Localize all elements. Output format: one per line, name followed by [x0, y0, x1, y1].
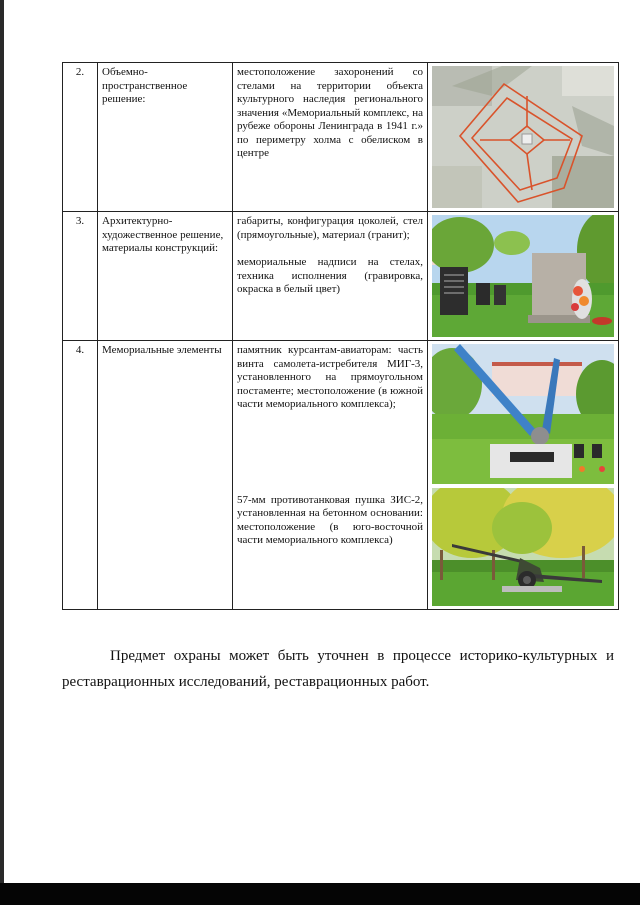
- description-text: габариты, конфигурация цоколей, стел (прямоугольные), материал (гранит);: [237, 215, 423, 241]
- row-number: 3.: [63, 212, 98, 341]
- scan-bottom-edge: [0, 883, 640, 905]
- row-title: Объемно-пространственное решение:: [98, 63, 233, 212]
- row-description: [233, 63, 428, 212]
- row-number: 4.: [63, 341, 98, 610]
- row-title: Архитектурно-художественное решение, материалы конструкций:: [98, 212, 233, 341]
- description-text: памятник курсантам-авиаторам: часть винта самолета-истребителя МИГ-3, установленного на прямоугольном постаменте; местоположение (в южной части мемориального комплекса);: [237, 344, 423, 410]
- photo-cell: [428, 63, 619, 212]
- photo-cell: [428, 341, 619, 610]
- row-number: 2.: [63, 63, 98, 212]
- row-description: [233, 212, 428, 341]
- protection-table: [62, 62, 619, 610]
- photo-cell: [428, 212, 619, 341]
- anti-tank-gun-photo: [432, 488, 614, 606]
- site-plan-image: [432, 66, 614, 208]
- table-row: [63, 63, 619, 212]
- propeller-monument-photo: [432, 344, 614, 484]
- memorial-stelae-photo: [432, 215, 614, 337]
- row-title: Мемориальные элементы: [98, 341, 233, 610]
- row-description: [233, 341, 428, 610]
- description-text-2: мемориальные надписи на стелах, техника исполнения (гравировка, окраска в белый цвет): [237, 256, 423, 295]
- closing-paragraph: Предмет охраны может быть уточнен в процессе историко-культурных и реставрационных исследований, реставрационных работ.: [62, 648, 614, 690]
- description-text: местоположение захоронений со стелами на территории объекта культурного наследия регионального значения «Мемориальный комплекс, на рубеже обороны Ленинграда в 1941 г.» по периметру холма с обелиском в центре: [237, 66, 423, 159]
- table-row: [63, 341, 619, 610]
- scan-left-edge: [0, 0, 4, 905]
- description-text-2: 57-мм противотанковая пушка ЗИС-2, установленная на бетонном основании: местоположение (в юго-восточной части мемориального комплекса): [237, 493, 423, 546]
- table-row: [63, 212, 619, 341]
